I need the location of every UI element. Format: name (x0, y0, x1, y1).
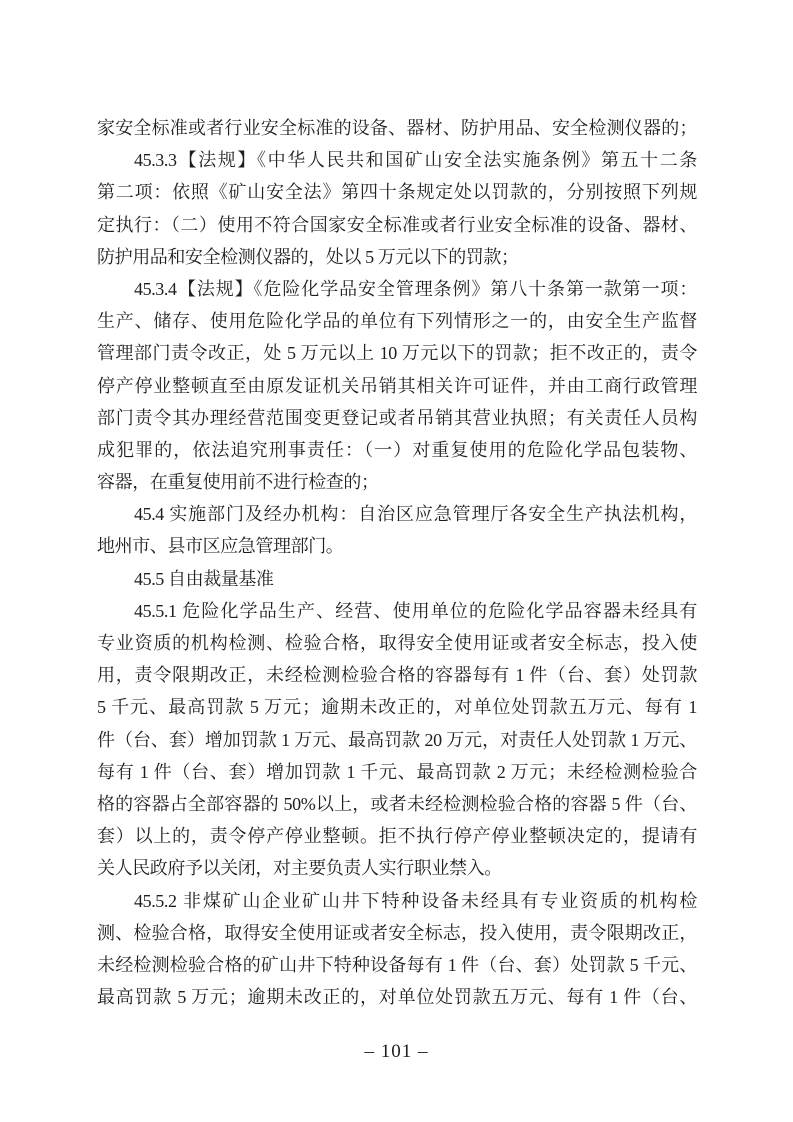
text-line-14: 地州市、县市区应急管理部门。 (97, 536, 344, 557)
text-line-6: 45.3.4【法规】《危险化学品安全管理条例》第八十条第一款第一项： (134, 278, 697, 299)
text-line-13: 45.4 实施部门及经办机构：自治区应急管理厅各安全生产执法机构， (134, 504, 697, 525)
text-line-4: 定执行：（二）使用不符合国家安全标准或者行业安全标准的设备、器材、 (97, 214, 697, 235)
text-line-11: 成犯罪的，依法追究刑事责任：（一）对重复使用的危险化学品包装物、 (97, 439, 697, 460)
text-line-8: 管理部门责令改正，处 5 万元以上 10 万元以下的罚款；拒不改正的，责令 (97, 343, 697, 364)
text-line-26: 测、检验合格，取得安全使用证或者安全标志，投入使用，责令限期改正， (97, 922, 697, 943)
text-line-28: 最高罚款 5 万元；逾期未改正的，对单位处罚款五万元、每有 1 件（台、 (97, 987, 697, 1008)
text-line-22: 格的容器占全部容器的 50%以上，或者未经检测检验合格的容器 5 件（台、 (97, 793, 697, 814)
text-line-25: 45.5.2 非煤矿山企业矿山井下特种设备未经具有专业资质的机构检 (134, 890, 697, 911)
text-line-15: 45.5 自由裁量基准 (134, 568, 274, 589)
document-body (97, 112, 697, 1013)
text-line-23: 套）以上的，责令停产停业整顿。拒不执行停产停业整顿决定的，提请有 (97, 826, 697, 847)
text-line-2: 45.3.3【法规】《中华人民共和国矿山安全法实施条例》第五十二条 (134, 150, 697, 171)
text-line-18: 用，责令限期改正，未经检测检验合格的容器每有 1 件（台、套）处罚款 (97, 665, 697, 686)
text-line-7: 生产、储存、使用危险化学品的单位有下列情形之一的，由安全生产监督 (97, 311, 697, 332)
page-number: – 101 – (364, 1041, 429, 1062)
text-line-17: 专业资质的机构检测、检验合格，取得安全使用证或者安全标志，投入使 (97, 633, 697, 653)
text-line-20: 件（台、套）增加罚款 1 万元、最高罚款 20 万元，对责任人处罚款 1 万元、 (97, 729, 697, 750)
text-line-27: 未经检测检验合格的矿山井下特种设备每有 1 件（台、套）处罚款 5 千元、 (97, 954, 697, 975)
text-line-19: 5 千元、最高罚款 5 万元；逾期未改正的，对单位处罚款五万元、每有 1 (97, 697, 697, 718)
text-line-16: 45.5.1 危险化学品生产、经营、使用单位的危险化学品容器未经具有 (134, 600, 697, 621)
text-line-10: 部门责令其办理经营范围变更登记或者吊销其营业执照；有关责任人员构 (97, 407, 697, 428)
text-line-3: 第二项：依照《矿山安全法》第四十条规定处以罚款的，分别按照下列规 (97, 182, 697, 203)
text-line-21: 每有 1 件（台、套）增加罚款 1 千元、最高罚款 2 万元；未经检测检验合 (97, 761, 697, 782)
text-line-9: 停产停业整顿直至由原发证机关吊销其相关许可证件，并由工商行政管理 (97, 375, 697, 396)
text-line-5: 防护用品和安全检测仪器的，处以 5 万元以下的罚款； (97, 246, 519, 267)
text-line-1: 家安全标准或者行业安全标准的设备、器材、防护用品、安全检测仪器的； (97, 118, 697, 138)
text-line-24: 关人民政府予以关闭，对主要负责人实行职业禁入。 (97, 858, 502, 879)
text-line-12: 容器，在重复使用前不进行检查的； (97, 472, 379, 493)
